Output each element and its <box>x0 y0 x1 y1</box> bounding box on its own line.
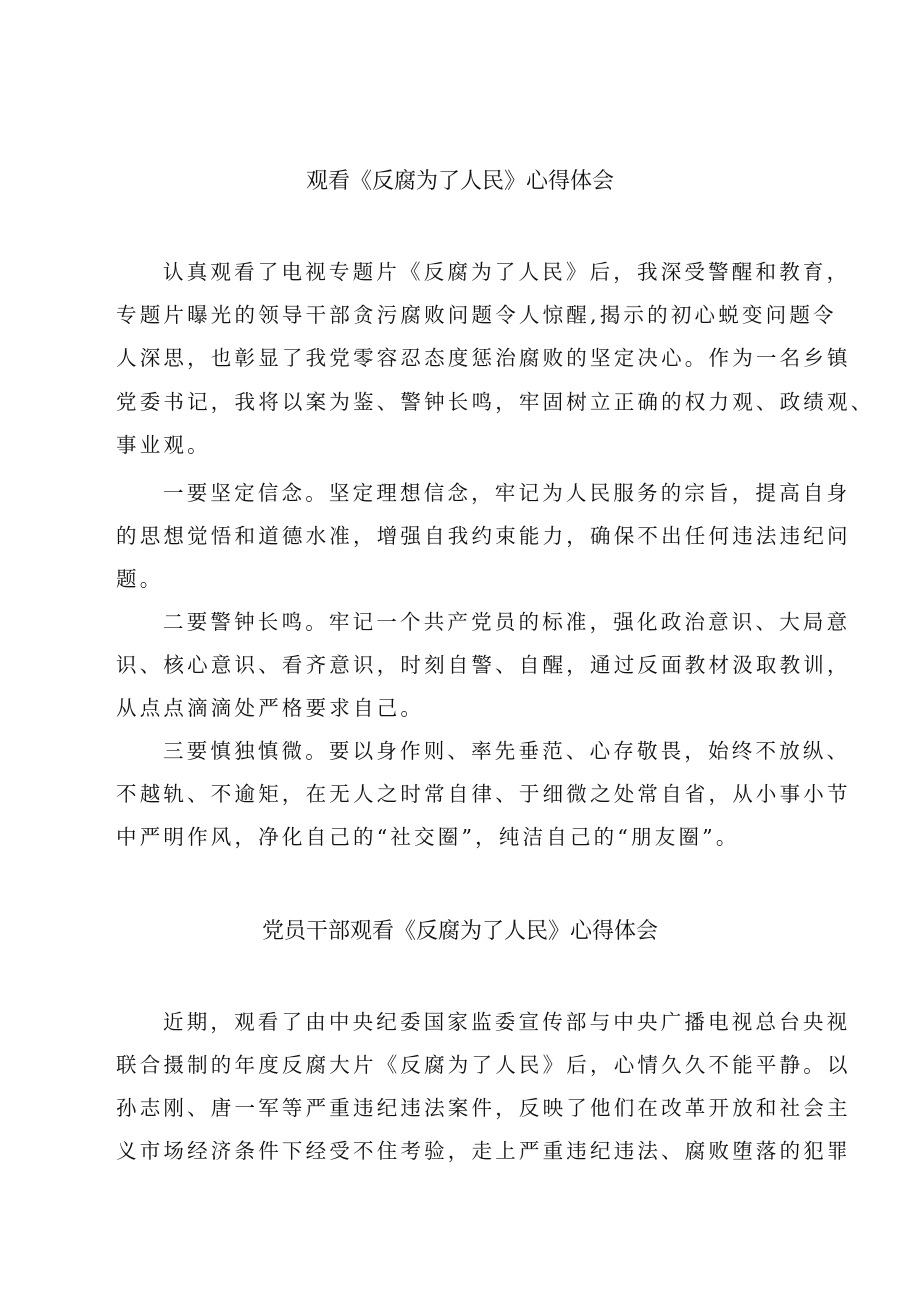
article-title-2: 党员干部观看《反腐为了人民》心得体会 <box>261 919 658 944</box>
paragraph-line: 的思想觉悟和道德水准，增强自我约束能力，确保不出任何违法违纪问 <box>116 524 851 548</box>
paragraph-line: 从点点滴滴处严格要求自己。 <box>116 696 425 720</box>
paragraph-line: 不越轨、不逾矩，在无人之时常自律、于细微之处常自省，从小事小节 <box>116 782 851 806</box>
paragraph-line: 二要警钟长鸣。牢记一个共产党员的标准，强化政治意识、大局意 <box>163 610 851 634</box>
paragraph-line: 事业观。 <box>116 433 211 457</box>
paragraph-line: 认真观看了电视专题片《反腐为了人民》后，我深受警醒和教育， <box>163 260 851 284</box>
paragraph-line: 联合摄制的年度反腐大片《反腐为了人民》后，心情久久不能平静。以 <box>116 1053 851 1077</box>
paragraph-line: 人深思，也彰显了我党零容忍态度惩治腐败的坚定决心。作为一名乡镇 <box>116 346 851 370</box>
paragraph-line: 识、核心意识、看齐意识，时刻自警、自醒，通过反面教材汲取教训， <box>116 653 851 677</box>
paragraph-line: 中严明作风，净化自己的“社交圈”，纯洁自己的“朋友圈”。 <box>116 825 740 849</box>
article-title-1: 观看《反腐为了人民》心得体会 <box>305 169 614 194</box>
paragraph-line: 三要慎独慎微。要以身作则、率先垂范、心存敬畏，始终不放纵、 <box>163 739 851 763</box>
paragraph-line: 专题片曝光的领导干部贪污腐败问题令人惊醒,揭示的初心蜕变问题令 <box>116 303 837 327</box>
paragraph-line: 孙志刚、唐一军等严重违纪违法案件，反映了他们在改革开放和社会主 <box>116 1096 851 1120</box>
paragraph-line: 党委书记，我将以案为鉴、警钟长鸣，牢固树立正确的权力观、政绩观、 <box>116 390 875 414</box>
paragraph-line: 近期，观看了由中央纪委国家监委宣传部与中央广播电视总台央视 <box>163 1010 851 1034</box>
paragraph-line: 一要坚定信念。坚定理想信念，牢记为人民服务的宗旨，提高自身 <box>163 481 851 505</box>
paragraph-line: 义市场经济条件下经受不住考验，走上严重违纪违法、腐败堕落的犯罪 <box>116 1139 851 1163</box>
paragraph-line: 题。 <box>116 567 164 591</box>
